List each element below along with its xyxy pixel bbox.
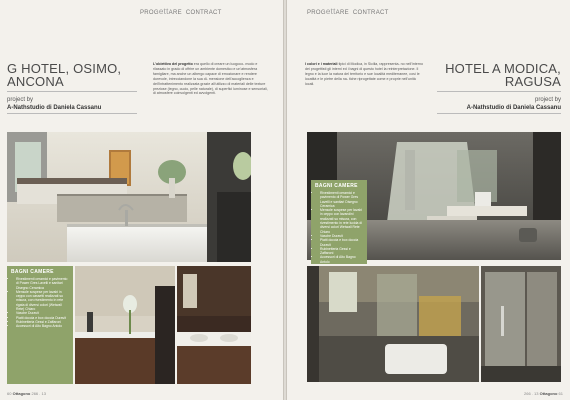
header-are: ARE (168, 10, 182, 16)
right-title-rule (437, 91, 561, 92)
right-body: tipici di Modica, in Sicilia, rappresenta- no nell'interno dei progettisti gli interni ed i bagni di questo hotel la reinterpretazione. Il legno e la luce la natura del territorio e sue località mediterranee, così le locatità e le pietre della na- tiche riprogettate come e proprie nell'unità locali. (305, 62, 423, 86)
right-project-credit (437, 96, 561, 112)
header-ett: ett (325, 7, 336, 16)
header-prog: PROG (140, 10, 159, 16)
left-bathroom-photo-1 (75, 266, 175, 384)
spec-item: • Rubinetteria Gessi e Zaffaroni (320, 247, 363, 256)
left-body: era quello di creare un luogoco- modo e rilassato in grado di offrire un ambiente domestico e un'atmosfera famigliare, ma anche un albergo capace di emozionare e rendere durevole, intrecciandone la sua di- mensione dell'accoglienza e dell'intrattenimento realizzata grazie all'utilizzo di materiali delle texture preziose (legno, cuoio, pelle naturale), di superfici luminose e sensoriali, di atmosfere coinvolgenti ed avvolgenti. (153, 62, 268, 96)
spec-item: • Accessori di Alto Bagno Antolo (320, 255, 363, 264)
left-body-text (153, 62, 271, 96)
right-bathroom-photo-1 (307, 266, 479, 382)
header-section: CONTRACT (185, 10, 222, 16)
right-title: HOTEL A MODICA, RAGUSA (445, 61, 561, 89)
left-body-lead: L'obiettivo del progetto (153, 62, 193, 66)
spec-item: • Piatti doccia e box doccia Duravit (16, 316, 69, 320)
left-specs-title: BAGNI CAMERE (11, 269, 54, 275)
header-ett: ett (158, 7, 169, 16)
hotel-room-bathtub-image (7, 132, 251, 262)
right-bathroom-photo-2 (481, 266, 561, 382)
right-specs-list (315, 191, 363, 264)
left-page-header (140, 7, 222, 16)
right-body-lead: I colori e i materiali (305, 62, 338, 66)
header-section: CONTRACT (352, 10, 389, 16)
left-magazine-name: Ottagono (12, 391, 31, 396)
spec-item: • Vasche Duravit (320, 234, 363, 238)
right-magazine-name: Ottagono (539, 391, 558, 396)
left-main-photo (7, 132, 251, 262)
left-title: G HOTEL, OSIMO, ANCONA (7, 61, 122, 89)
left-footer (7, 391, 46, 396)
spec-item: • Rivestimenti ceramici e pavimento di Power Gres Lavelli e sanitari Disegno Ceramica (16, 277, 69, 290)
right-project-by: project by (534, 97, 561, 103)
spec-item: • Rubinetteria Gessi e Zaffaroni (16, 320, 69, 324)
left-bathroom-specs-box (7, 266, 73, 384)
right-page-header (307, 7, 389, 16)
left-page (0, 0, 283, 400)
left-title-rule (7, 91, 137, 92)
double-sink-image (177, 266, 251, 384)
spec-item: • Piatti doccia e box doccia Duravit (320, 238, 363, 247)
spec-item: • Rivestimenti ceramici e pavimento di Power Gres Lavelli e sanitari Disegno Ceramica (320, 191, 363, 208)
left-page-number: 60 (7, 391, 12, 396)
left-specs-list (11, 277, 69, 329)
header-prog: PROG (307, 10, 326, 16)
left-credit-rule (7, 113, 137, 114)
right-specs-title: BAGNI CAMERE (315, 183, 358, 189)
left-issue: 266 . 13 (31, 391, 46, 396)
right-issue: 266 . 13 (524, 391, 539, 396)
spec-item: • Vasche Duravit (16, 311, 69, 315)
left-studio-name: A-Nathstudio di Daniela Cassanu (7, 105, 102, 111)
bathroom-vanity-image (75, 266, 175, 384)
spec-item: • Accessori di Alto Bagno Antolo (16, 324, 69, 328)
left-bathroom-photo-2 (177, 266, 251, 384)
right-body-text (305, 62, 423, 87)
shower-enclosure-image (481, 266, 561, 382)
spec-item: • Mensole sospese per lavabi in ceppo con lavandini realizzati su misura, con rivestimento in rete lucida di diversi colori Wetwall Rete Chiaro (320, 208, 363, 234)
right-footer (524, 391, 563, 396)
right-studio-name: A-Nathstudio di Daniela Cassanu (466, 105, 561, 111)
spec-item: • Mensole sospese per lavabi in ceppo con cassetti realizzati su misura, con rivestimento in rete rigata di diversi colori (Wetwall Rete) Chiaro (16, 290, 69, 311)
right-page (287, 0, 570, 400)
left-project-by: project by (7, 97, 34, 103)
right-page-number: 61 (558, 391, 563, 396)
right-bathroom-specs-box (311, 180, 367, 264)
left-project-credit (7, 96, 101, 112)
header-are: ARE (335, 10, 349, 16)
right-credit-rule (437, 113, 561, 114)
glass-shower-bathroom-image (307, 266, 479, 382)
